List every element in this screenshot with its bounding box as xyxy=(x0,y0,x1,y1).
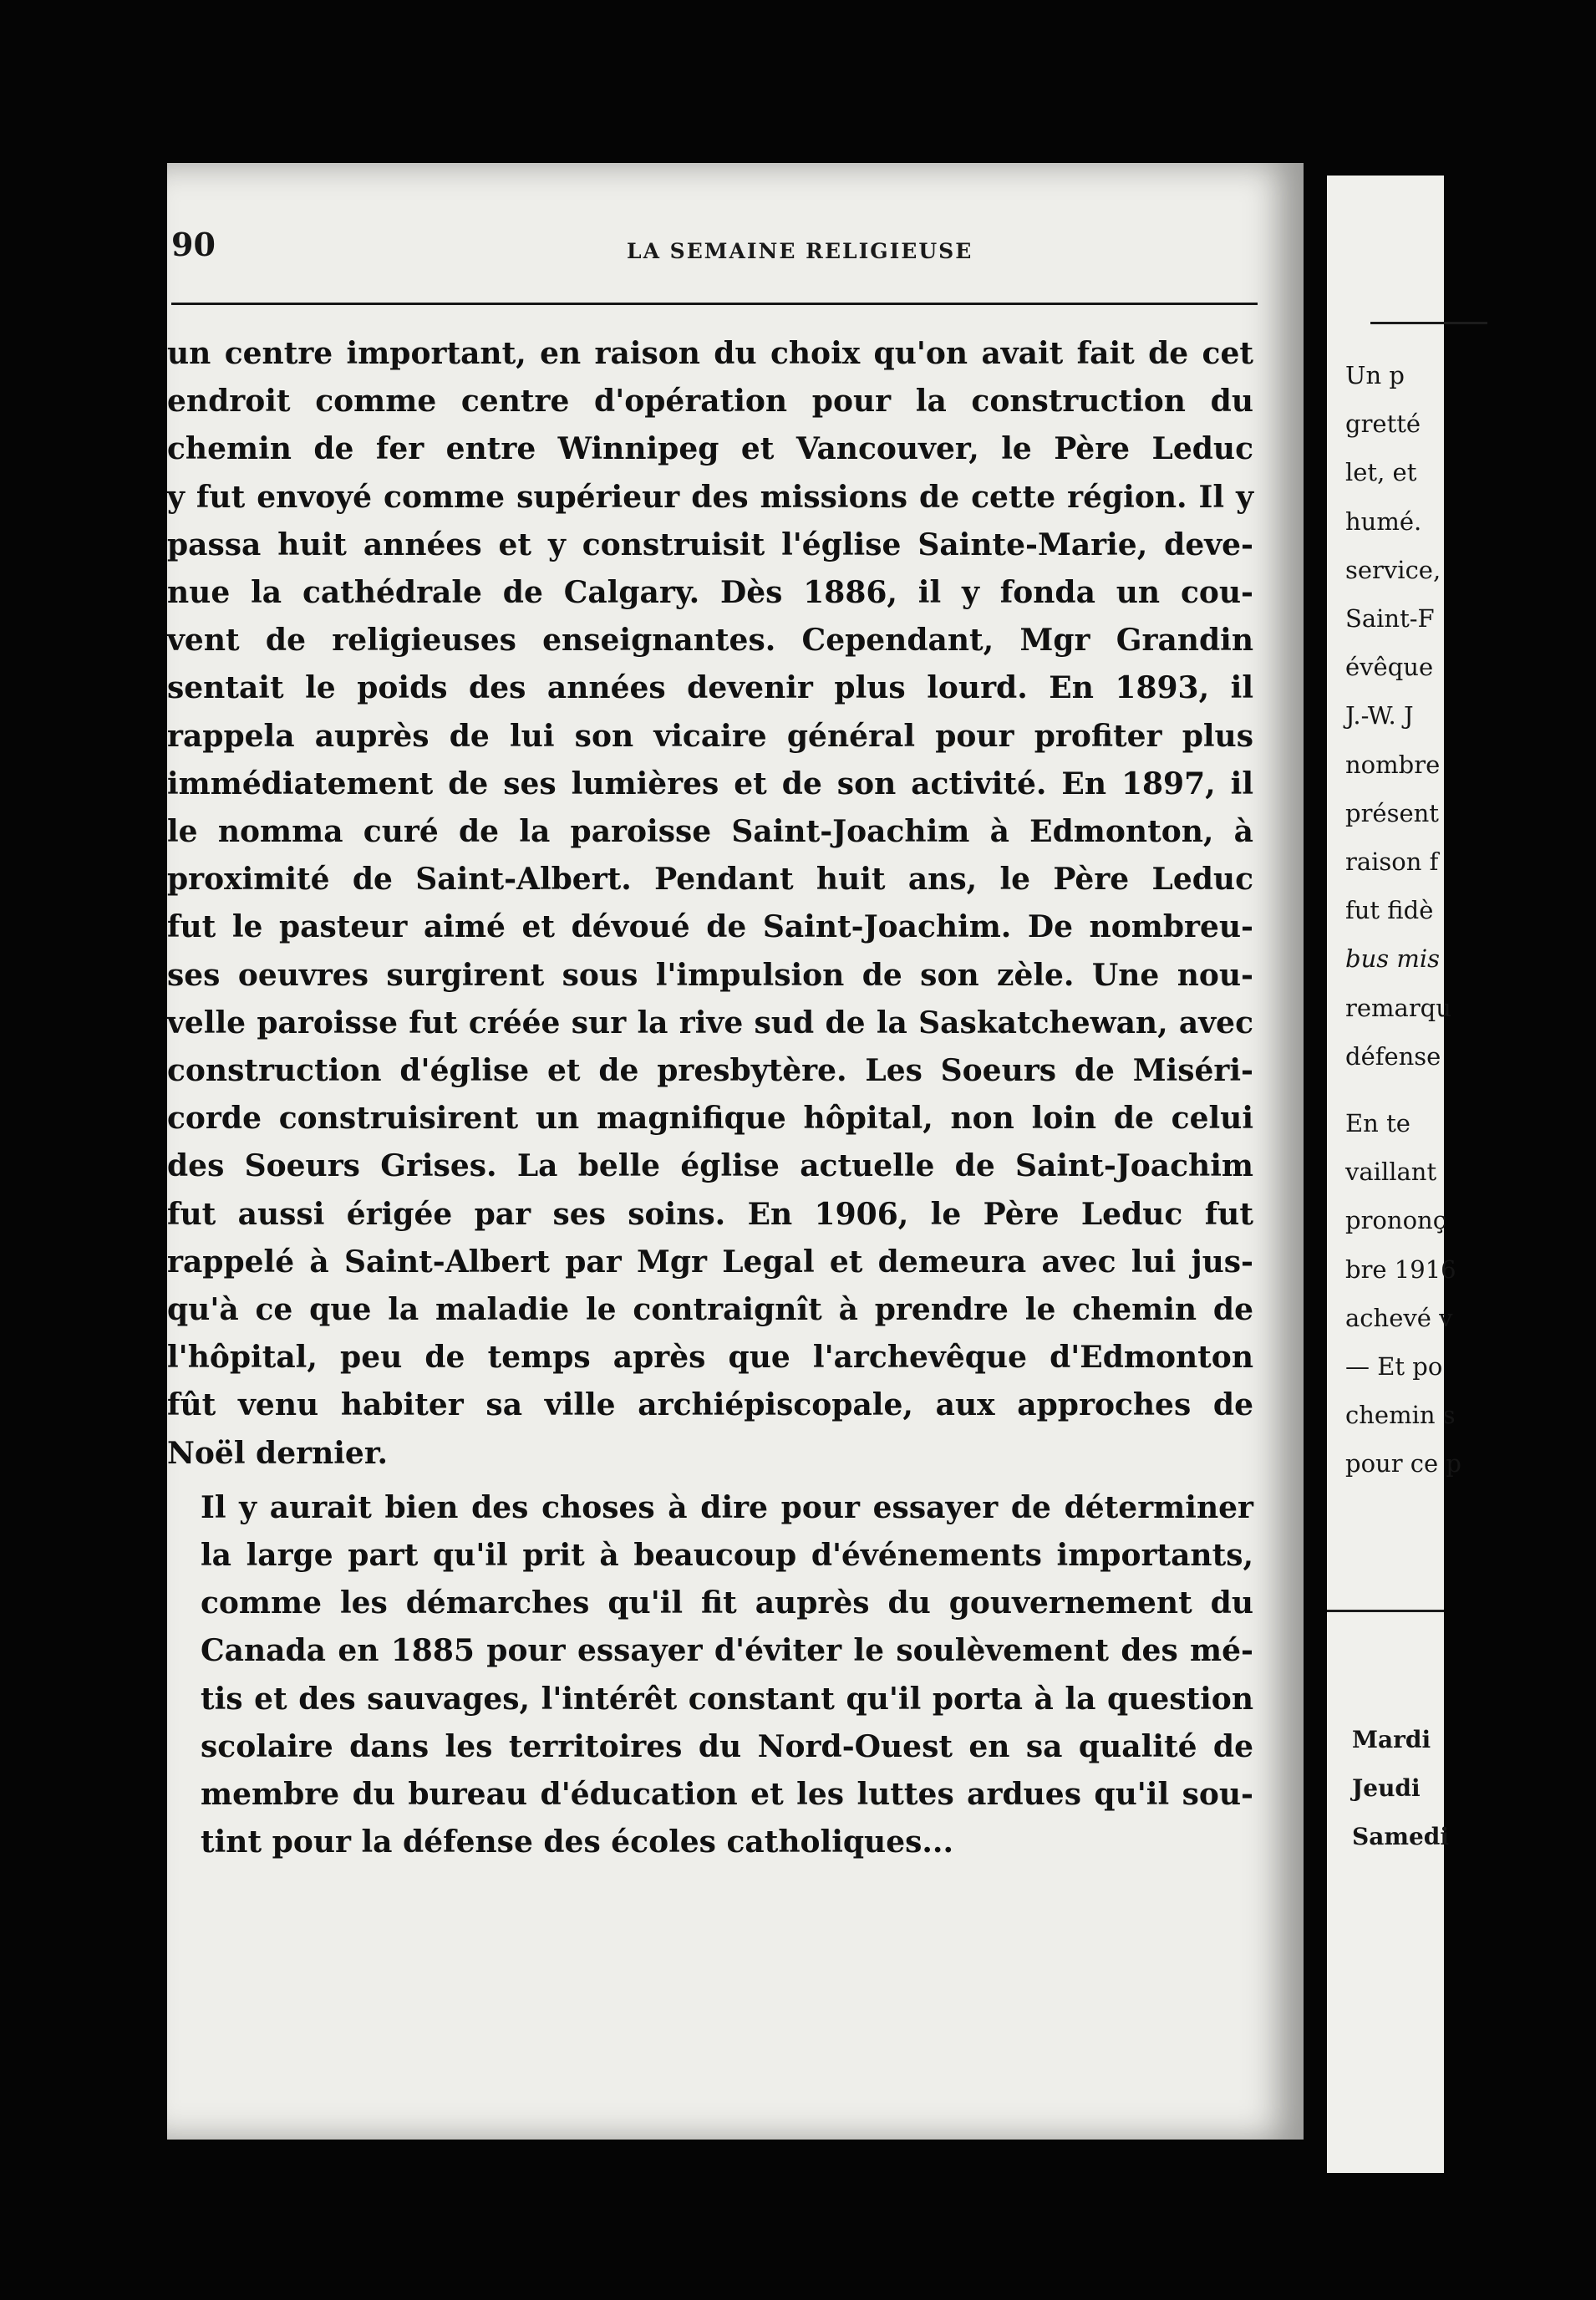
text-line: des Soeurs Grises. La belle église actuelle de Saint-Joachim xyxy=(167,1148,1253,1184)
facing-page xyxy=(1327,176,1461,2173)
page-header xyxy=(171,226,1258,276)
facing-page-line: pour ce p xyxy=(1345,1449,1461,1478)
facing-page-line: remarqu xyxy=(1345,993,1451,1022)
text-line: construction d'église et de presbytère. Les Soeurs de Miséri- xyxy=(167,1053,1253,1089)
facing-page-line: bre 1916 xyxy=(1345,1254,1456,1284)
running-title: LA SEMAINE RELIGIEUSE xyxy=(627,239,973,263)
text-line: rappela auprès de lui son vicaire général pour profiter plus xyxy=(167,718,1253,754)
facing-page-top-rule xyxy=(1370,322,1487,324)
facing-page-line: achevé v xyxy=(1345,1303,1453,1332)
facing-page-line: bus mis xyxy=(1345,944,1440,974)
facing-page-line: prononç xyxy=(1345,1206,1446,1235)
facing-page-text xyxy=(1345,351,1596,1488)
text-line: sentait le poids des années devenir plus lourd. En 1893, il xyxy=(167,670,1253,706)
text-line: l'hôpital, peu de temps après que l'archevêque d'Edmonton xyxy=(167,1340,1253,1376)
facing-page-line: vaillant xyxy=(1345,1158,1437,1187)
facing-page-days xyxy=(1352,1716,1449,1861)
text-line: fut aussi érigée par ses soins. En 1906, le Père Leduc fut xyxy=(167,1196,1253,1232)
text-line: la large part qu'il prit à beaucoup d'événements importants, xyxy=(201,1538,1253,1574)
facing-page-line: gretté xyxy=(1345,410,1421,439)
text-line: Noël dernier. xyxy=(167,1435,389,1471)
page-number: 90 xyxy=(171,226,216,263)
text-line: scolaire dans les territoires du Nord-Ouest en sa qualité de xyxy=(201,1728,1253,1764)
facing-page-line: Saint-F xyxy=(1345,604,1435,634)
facing-page-line: défense xyxy=(1345,1041,1441,1071)
facing-page-day: Mardi xyxy=(1352,1726,1431,1753)
text-line: vent de religieuses enseignantes. Cependant, Mgr Grandin xyxy=(167,623,1253,659)
text-line: fut le pasteur aimé et dévoué de Saint-Joachim. De nombreu- xyxy=(167,909,1253,945)
text-line: ses oeuvres surgirent sous l'impulsion de son zèle. Une nou- xyxy=(167,957,1253,993)
main-text xyxy=(167,330,1253,1867)
text-line: un centre important, en raison du choix qu'on avait fait de cet xyxy=(167,336,1253,371)
text-line: tint pour la défense des écoles catholiques... xyxy=(201,1824,954,1860)
facing-page-line xyxy=(1345,1081,1596,1099)
text-line: qu'à ce que la maladie le contraignît à prendre le chemin de xyxy=(167,1292,1253,1328)
text-line: y fut envoyé comme supérieur des missions de cette région. Il y xyxy=(167,479,1253,515)
text-line: le nomma curé de la paroisse Saint-Joachim à Edmonton, à xyxy=(167,814,1253,850)
text-line: Il y aurait bien des choses à dire pour essayer de déterminer xyxy=(201,1489,1253,1525)
text-line: Canada en 1885 pour essayer d'éviter le soulèvement des mé- xyxy=(201,1633,1253,1669)
text-line: fût venu habiter sa ville archiépiscopale, aux approches de xyxy=(167,1387,1253,1423)
facing-page-line: humé. xyxy=(1345,506,1422,536)
paragraph-1 xyxy=(167,330,1253,1478)
text-line: comme les démarches qu'il fit auprès du gouvernement du xyxy=(201,1585,1253,1621)
paragraph-2 xyxy=(167,1484,1253,1867)
facing-page-line: let, et xyxy=(1345,458,1417,487)
facing-page-line: chemin s xyxy=(1345,1401,1456,1430)
text-line: endroit comme centre d'opération pour la construction du xyxy=(167,384,1253,420)
facing-page-line: nombre xyxy=(1345,750,1441,779)
facing-page-line: évêque xyxy=(1345,653,1434,682)
facing-page-bottom-rule xyxy=(1327,1610,1444,1612)
facing-page-line: fut fidè xyxy=(1345,896,1434,925)
text-line: corde construisirent un magnifique hôpital, non loin de celui xyxy=(167,1101,1253,1137)
facing-page-day: Samedi xyxy=(1352,1823,1450,1850)
facing-page-line: — Et po xyxy=(1345,1352,1443,1382)
facing-page-line: Un p xyxy=(1345,361,1405,389)
text-line: chemin de fer entre Winnipeg et Vancouver, le Père Leduc xyxy=(167,431,1253,467)
text-line: membre du bureau d'éducation et les luttes ardues qu'il sou- xyxy=(201,1777,1253,1813)
header-rule xyxy=(171,303,1258,305)
text-line: immédiatement de ses lumières et de son activité. En 1897, il xyxy=(167,766,1253,801)
text-line: proximité de Saint-Albert. Pendant huit ans, le Père Leduc xyxy=(167,862,1253,898)
facing-page-line: raison f xyxy=(1345,847,1439,877)
text-line: velle paroisse fut créée sur la rive sud de la Saskatchewan, avec xyxy=(167,1005,1253,1041)
text-line: tis et des sauvages, l'intérêt constant qu'il porta à la question xyxy=(201,1681,1253,1717)
facing-page-line: service, xyxy=(1345,555,1441,584)
text-line: nue la cathédrale de Calgary. Dès 1886, il y fonda un cou- xyxy=(167,575,1253,611)
text-line: passa huit années et y construisit l'église Sainte-Marie, deve- xyxy=(167,527,1253,562)
text-line: rappelé à Saint-Albert par Mgr Legal et demeura avec lui jus- xyxy=(167,1244,1253,1280)
facing-page-line: En te xyxy=(1345,1109,1410,1138)
facing-page-line: présent xyxy=(1345,798,1439,827)
facing-page-line: J.-W. J xyxy=(1345,701,1414,730)
facing-page-day: Jeudi xyxy=(1352,1774,1421,1802)
